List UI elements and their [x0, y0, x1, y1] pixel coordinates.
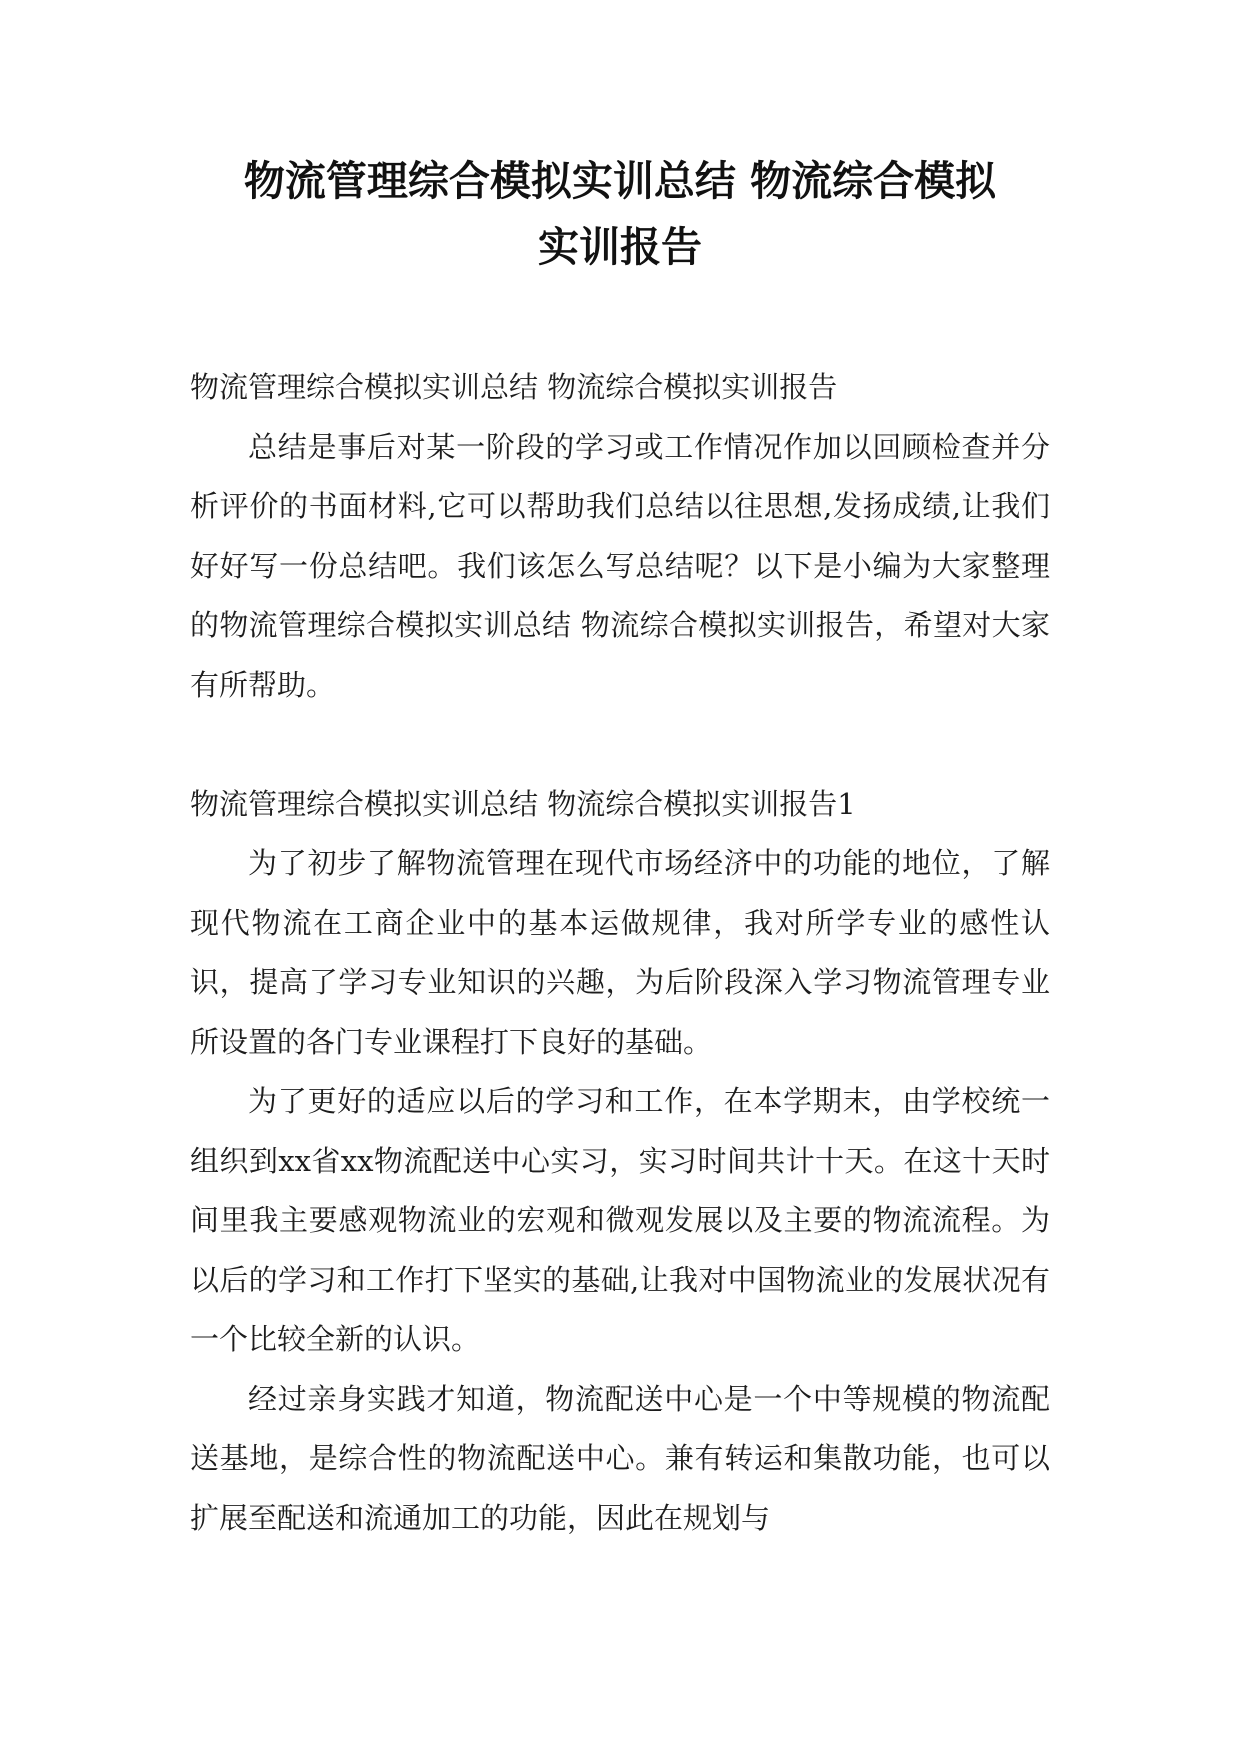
section-spacer: [190, 715, 1050, 775]
document-title: 物流管理综合模拟实训总结 物流综合模拟 实训报告: [243, 157, 997, 271]
body-paragraph: 为了初步了解物流管理在现代市场经济中的功能的地位，了解现代物流在工商企业中的基本运做规律，我对所学专业的感性认识，提高了学习专业知识的兴趣，为后阶段深入学习物流管理专业所设置的各门专业课程打下良好的基础。: [190, 846, 1050, 1059]
body-paragraph: 为了更好的适应以后的学习和工作，在本学期末，由学校统一组织到xx省xx物流配送中心实习，实习时间共计十天。在这十天时间里我主要感观物流业的宏观和微观发展以及主要的物流流程。为以后的学习和工作打下坚实的基础,让我对中国物流业的发展状况有一个比较全新的认识。: [190, 1084, 1050, 1356]
intro-paragraph: 总结是事后对某一阶段的学习或工作情况作加以回顾检查并分析评价的书面材料,它可以帮助我们总结以往思想,发扬成绩,让我们好好写一份总结吧。我们该怎么写总结呢？以下是小编为大家整理的物流管理综合模拟实训总结 物流综合模拟实训报告，希望对大家有所帮助。: [190, 429, 1050, 702]
document-body: [190, 358, 1050, 1548]
body-paragraph: 经过亲身实践才知道，物流配送中心是一个中等规模的物流配送基地，是综合性的物流配送中心。兼有转运和集散功能，也可以扩展至配送和流通加工的功能，因此在规划与: [190, 1381, 1050, 1535]
intro-heading: 物流管理综合模拟实训总结 物流综合模拟实训报告: [190, 370, 838, 404]
section-heading: 物流管理综合模拟实训总结 物流综合模拟实训报告1: [190, 786, 856, 821]
